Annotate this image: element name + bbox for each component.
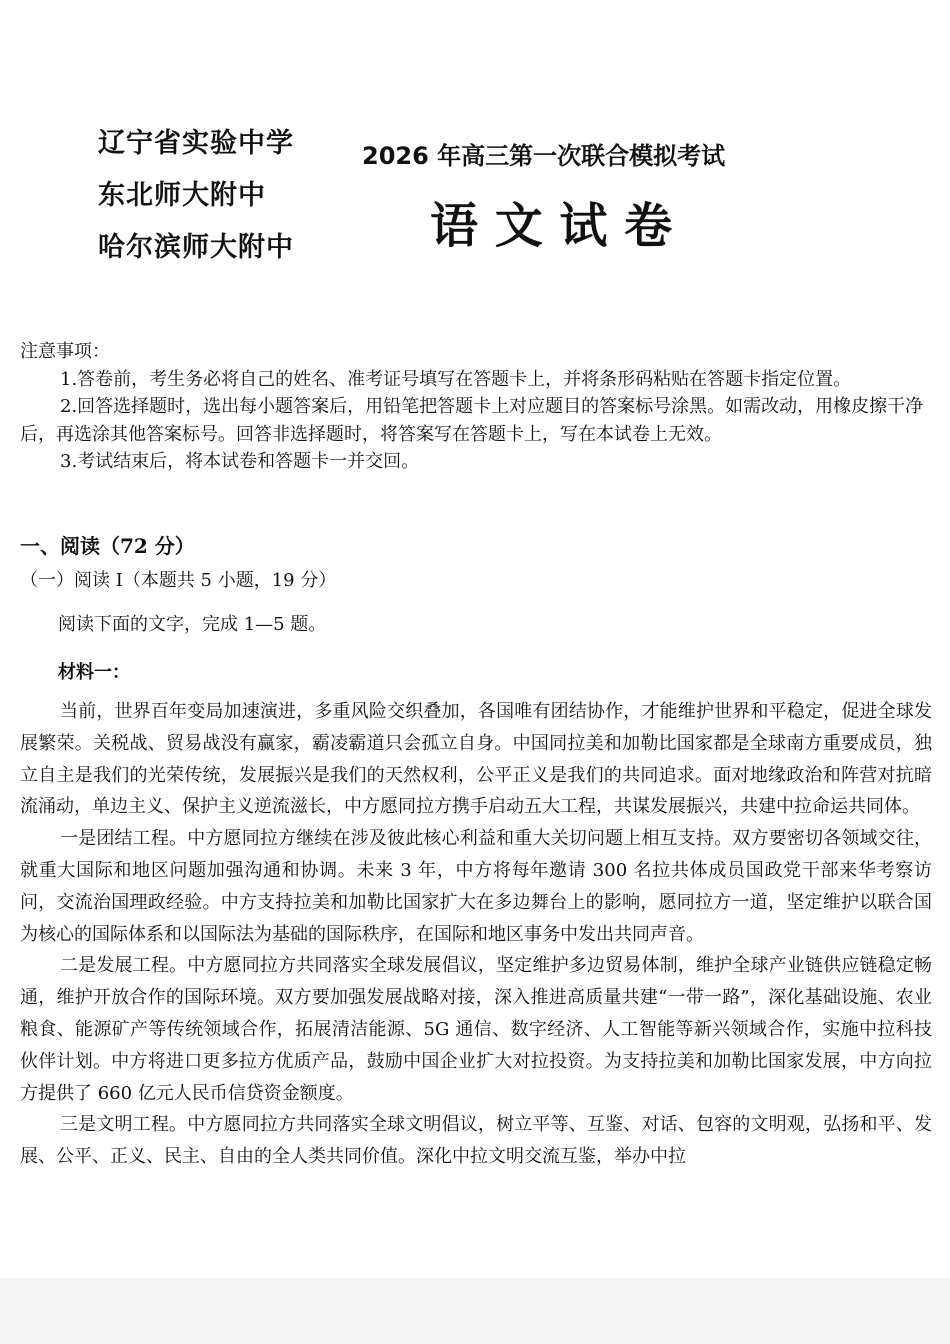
page-bottom-margin <box>0 1278 950 1344</box>
notes-section <box>20 338 932 476</box>
notes-item: 1.答卷前，考生务必将自己的姓名、准考证号填写在答题卡上，并将条形码粘贴在答题卡指定位置。 <box>60 368 852 390</box>
body-paragraph: 当前，世界百年变局加速演进，多重风险交织叠加，各国唯有团结协作，才能维护世界和平稳定，促进全球发展繁荣。关税战、贸易战没有赢家，霸凌霸道只会孤立自身。中国同拉美和加勒比国家都是全球南方重要成员，独立自主是我们的光荣传统，发展振兴是我们的天然权利，公平正义是我们的共同追求。面对地缘政治和阵营对抗暗流涌动，单边主义、保护主义逆流滋长，中方愿同拉方携手启动五大工程，共谋发展振兴，共建中拉命运共同体。 <box>20 701 932 818</box>
school-name: 辽宁省实验中学 <box>98 128 294 159</box>
school-list <box>98 128 358 284</box>
reading-instruction: 阅读下面的文字，完成 1—5 题。 <box>58 614 327 635</box>
material-label: 材料一： <box>58 662 130 683</box>
subsection-heading: （一）阅读 I（本题共 5 小题，19 分） <box>20 570 337 591</box>
notes-item: 3.考试结束后，将本试卷和答题卡一并交回。 <box>60 451 420 472</box>
school-name: 哈尔滨师大附中 <box>98 232 294 263</box>
notes-item: 2.回答选择题时，选出每小题答案后，用铅笔把答题卡上对应题目的答案标号涂黑。如需改动，用橡皮擦干净后，再选涂其他答案标号。回答非选择题时，将答案写在答题卡上，写在本试卷上无效。 <box>20 396 924 445</box>
section-heading: 一、阅读（72 分） <box>20 534 195 558</box>
school-name: 东北师大附中 <box>98 180 266 211</box>
body-paragraph: 一是团结工程。中方愿同拉方继续在涉及彼此核心利益和重大关切问题上相互支持。双方要密切各领域交往，就重大国际和地区问题加强沟通和协调。未来 3 年，中方将每年邀请 300 名拉共体成员国政党干部来华考察访问，交流治国理政经验。中方支持拉美和加勒比国家扩大在多边舞台上的影响，愿同拉方一道，坚定维护以联合国为核心的国际体系和以国际法为基础的国际秩序，在国际和地区事务中发出共同声音。 <box>20 828 932 945</box>
notes-title: 注意事项： <box>20 341 110 362</box>
material-text <box>20 696 932 1173</box>
body-paragraph: 三是文明工程。中方愿同拉方共同落实全球文明倡议，树立平等、互鉴、对话、包容的文明观，弘扬和平、发展、公平、正义、民主、自由的全人类共同价值。深化中拉文明交流互鉴，举办中拉 <box>20 1114 932 1168</box>
exam-title: 2026 年高三第一次联合模拟考试 <box>362 142 726 170</box>
body-paragraph: 二是发展工程。中方愿同拉方共同落实全球发展倡议，坚定维护多边贸易体制，维护全球产业链供应链稳定畅通，维护开放合作的国际环境。双方要加强发展战略对接，深入推进高质量共建“一带一路”，深化基础设施、农业粮食、能源矿产等传统领域合作，拓展清洁能源、5G 通信、数字经济、人工智能等新兴领域合作，实施中拉科技伙伴计划。中方将进口更多拉方优质产品，鼓励中国企业扩大对拉投资。为支持拉美和加勒比国家发展，中方向拉方提供了 660 亿元人民币信贷资金额度。 <box>20 955 932 1104</box>
subject-title: 语 文 试 卷 <box>430 198 673 254</box>
